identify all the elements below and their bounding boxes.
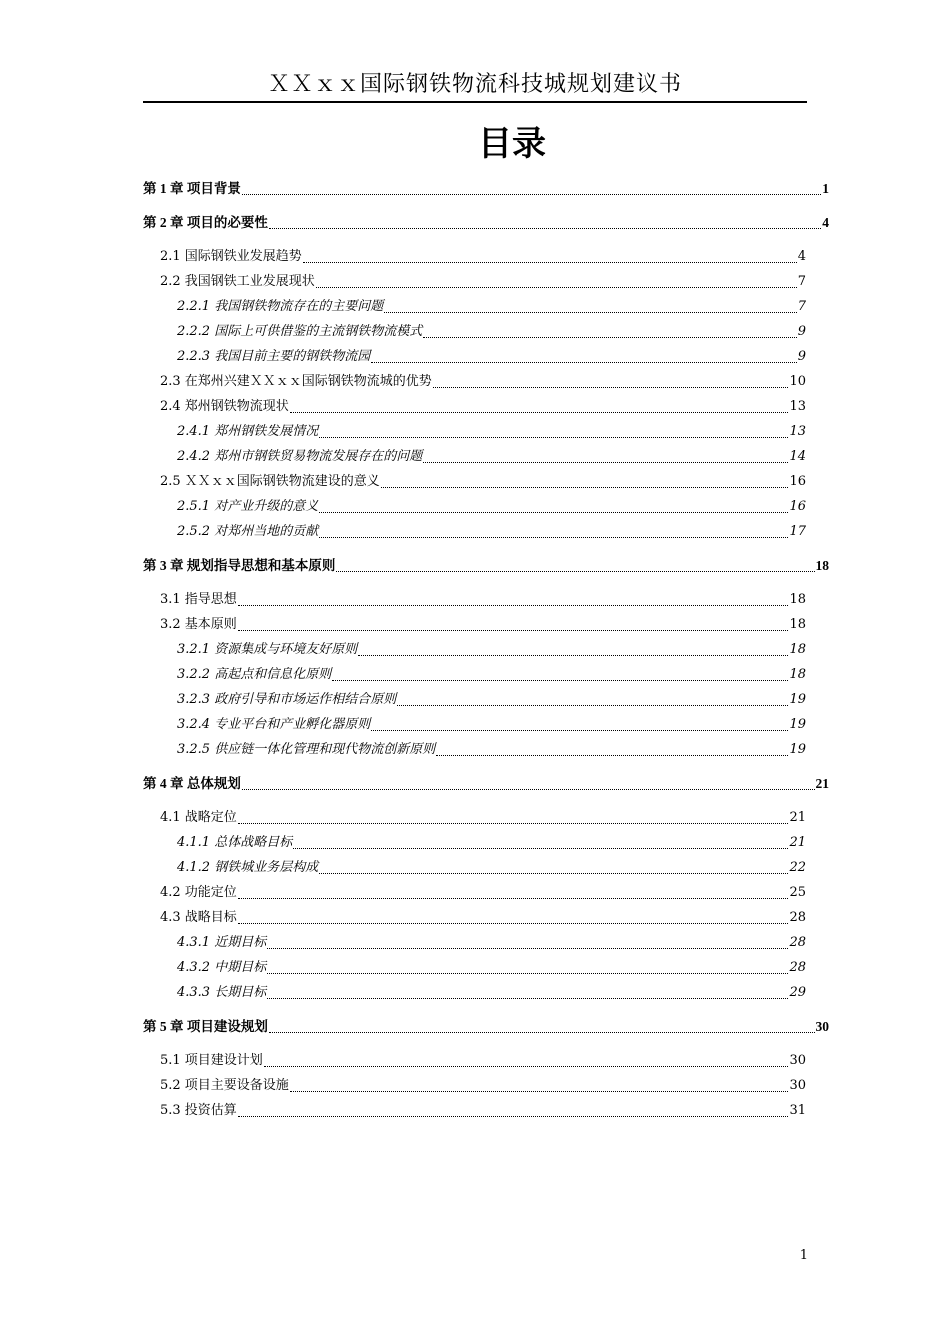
toc-entry-label: 3.2.4 专业平台和产业孵化器原则 <box>177 717 371 732</box>
toc-entry[interactable] <box>177 423 806 441</box>
toc-title: 目录 <box>478 124 546 164</box>
toc-entry[interactable] <box>177 859 806 877</box>
toc-entry-page: 25 <box>789 885 806 900</box>
toc-entry-page: 17 <box>789 524 806 539</box>
toc-entry-label: 4.3.2 中期目标 <box>177 960 267 975</box>
toc-entry[interactable] <box>177 641 806 659</box>
toc-entry[interactable] <box>143 214 829 232</box>
toc-entry-label: 2.2.2 国际上可供借鉴的主流钢铁物流模式 <box>177 324 423 339</box>
toc-entry-label: 2.1 国际钢铁业发展趋势 <box>160 249 302 264</box>
toc-entry[interactable] <box>177 498 806 516</box>
toc-dot-leader <box>316 277 797 288</box>
toc-entry-page: 30 <box>789 1053 806 1068</box>
toc-entry-page: 1 <box>822 181 829 196</box>
toc-entry[interactable] <box>160 273 806 291</box>
toc-entry-page: 21 <box>815 776 829 791</box>
toc-entry-page: 16 <box>789 499 806 514</box>
toc-entry[interactable] <box>160 1102 806 1120</box>
toc-entry-label: 3.1 指导思想 <box>160 592 237 607</box>
toc-entry-page: 9 <box>797 349 806 364</box>
toc-entry-label: 3.2.3 政府引导和市场运作相结合原则 <box>177 692 397 707</box>
toc-dot-leader <box>238 595 789 606</box>
toc-entry-page: 10 <box>789 374 806 389</box>
toc-entry[interactable] <box>160 1077 806 1095</box>
toc-entry-page: 28 <box>789 960 806 975</box>
toc-entry-label: 第 3 章 规划指导思想和基本原则 <box>143 558 336 573</box>
toc-entry-label: 第 2 章 项目的必要性 <box>143 215 268 230</box>
toc-entry[interactable] <box>177 741 806 759</box>
toc-entry-label: 4.3.3 长期目标 <box>177 985 267 1000</box>
toc-entry-label: 5.1 项目建设计划 <box>160 1053 263 1068</box>
toc-entry[interactable] <box>160 809 806 827</box>
toc-dot-leader <box>423 327 797 338</box>
toc-entry[interactable] <box>177 348 806 366</box>
toc-entry-label: 第 4 章 总体规划 <box>143 776 241 791</box>
toc-entry-label: 4.3.1 近期目标 <box>177 935 267 950</box>
toc-entry-page: 16 <box>789 474 806 489</box>
toc-dot-leader <box>336 561 814 572</box>
toc-entry-page: 29 <box>789 985 806 1000</box>
toc-entry-page: 28 <box>789 935 806 950</box>
toc-entry[interactable] <box>160 373 806 391</box>
toc-dot-leader <box>242 779 815 790</box>
toc-entry-label: 2.2.1 我国钢铁物流存在的主要问题 <box>177 299 384 314</box>
toc-dot-leader <box>290 402 789 413</box>
page-header-title: ＸＸｘｘ国际钢铁物流科技城规划建议书 <box>267 72 682 97</box>
toc-entry-label: 4.1.1 总体战略目标 <box>177 835 293 850</box>
toc-entry[interactable] <box>177 448 806 466</box>
toc-entry-label: 2.2.3 我国目前主要的钢铁物流园 <box>177 349 371 364</box>
toc-dot-leader <box>238 1106 789 1117</box>
toc-entry-label: 4.1 战略定位 <box>160 810 237 825</box>
toc-entry-label: 第 1 章 项目背景 <box>143 181 241 196</box>
toc-entry-label: 3.2.2 高起点和信息化原则 <box>177 667 332 682</box>
toc-entry[interactable] <box>143 557 829 575</box>
toc-entry[interactable] <box>177 298 806 316</box>
toc-entry[interactable] <box>160 591 806 609</box>
toc-entry-page: 14 <box>789 449 806 464</box>
toc-dot-leader <box>293 838 788 849</box>
toc-dot-leader <box>264 1056 789 1067</box>
toc-dot-leader <box>269 218 821 229</box>
toc-entry-label: 2.5 ＸＸｘｘ国际钢铁物流建设的意义 <box>160 474 380 489</box>
toc-dot-leader <box>267 988 788 999</box>
toc-entry-label: 3.2.5 供应链一体化管理和现代物流创新原则 <box>177 742 436 757</box>
toc-entry-page: 28 <box>789 910 806 925</box>
toc-entry-page: 7 <box>797 274 806 289</box>
toc-entry[interactable] <box>177 716 806 734</box>
toc-entry-page: 18 <box>815 558 829 573</box>
toc-entry-label: 2.4.2 郑州市钢铁贸易物流发展存在的问题 <box>177 449 423 464</box>
toc-dot-leader <box>358 645 788 656</box>
page-number: 1 <box>799 1248 808 1263</box>
toc-entry-page: 21 <box>789 835 806 850</box>
toc-dot-leader <box>267 963 788 974</box>
toc-dot-leader <box>269 1022 815 1033</box>
toc-entry-page: 30 <box>815 1019 829 1034</box>
toc-dot-leader <box>381 477 789 488</box>
toc-entry-label: 4.1.2 钢铁城业务层构成 <box>177 860 319 875</box>
toc-entry[interactable] <box>177 934 806 952</box>
toc-entry[interactable] <box>160 884 806 902</box>
toc-entry-page: 18 <box>789 617 806 632</box>
toc-entry[interactable] <box>177 523 806 541</box>
toc-entry-page: 4 <box>822 215 829 230</box>
toc-entry-page: 31 <box>789 1103 806 1118</box>
toc-dot-leader <box>238 888 789 899</box>
toc-entry[interactable] <box>177 323 806 341</box>
toc-dot-leader <box>384 302 797 313</box>
toc-entry[interactable] <box>160 616 806 634</box>
toc-entry[interactable] <box>160 398 806 416</box>
toc-dot-leader <box>371 352 797 363</box>
toc-dot-leader <box>290 1081 789 1092</box>
toc-entry-page: 19 <box>789 692 806 707</box>
toc-entry-label: 3.2 基本原则 <box>160 617 237 632</box>
toc-dot-leader <box>319 502 788 513</box>
toc-dot-leader <box>242 184 821 195</box>
toc-dot-leader <box>371 720 788 731</box>
toc-entry-label: 3.2.1 资源集成与环境友好原则 <box>177 642 358 657</box>
toc-dot-leader <box>433 377 789 388</box>
toc-entry-page: 18 <box>789 667 806 682</box>
toc-entry-page: 4 <box>797 249 806 264</box>
toc-entry[interactable] <box>160 1052 806 1070</box>
toc-dot-leader <box>319 527 788 538</box>
toc-entry-label: 2.5.2 对郑州当地的贡献 <box>177 524 319 539</box>
toc-entry-label: 4.2 功能定位 <box>160 885 237 900</box>
toc-entry[interactable] <box>177 959 806 977</box>
toc-entry-page: 18 <box>789 642 806 657</box>
toc-entry-label: 第 5 章 项目建设规划 <box>143 1019 268 1034</box>
toc-entry[interactable] <box>143 180 829 198</box>
toc-entry-page: 30 <box>789 1078 806 1093</box>
toc-entry-label: 2.4.1 郑州钢铁发展情况 <box>177 424 319 439</box>
toc-dot-leader <box>319 863 788 874</box>
toc-dot-leader <box>332 670 788 681</box>
toc-entry-page: 22 <box>789 860 806 875</box>
toc-entry-label: 2.2 我国钢铁工业发展现状 <box>160 274 315 289</box>
toc-entry[interactable] <box>177 984 806 1002</box>
toc-entry[interactable] <box>160 248 806 266</box>
toc-dot-leader <box>238 913 789 924</box>
toc-dot-leader <box>303 252 797 263</box>
toc-entry-page: 7 <box>797 299 806 314</box>
toc-entry[interactable] <box>143 1018 829 1036</box>
toc-dot-leader <box>238 813 789 824</box>
toc-entry-label: 5.3 投资估算 <box>160 1103 237 1118</box>
toc-entry-page: 19 <box>789 742 806 757</box>
toc-dot-leader <box>423 452 788 463</box>
toc-entry-page: 21 <box>789 810 806 825</box>
toc-entry-label: 2.3 在郑州兴建ＸＸｘｘ国际钢铁物流城的优势 <box>160 374 432 389</box>
toc-entry-page: 9 <box>797 324 806 339</box>
toc-entry-label: 2.4 郑州钢铁物流现状 <box>160 399 289 414</box>
toc-entry[interactable] <box>143 775 829 793</box>
toc-entry-label: 2.5.1 对产业升级的意义 <box>177 499 319 514</box>
toc-entry-page: 18 <box>789 592 806 607</box>
toc-entry-label: 4.3 战略目标 <box>160 910 237 925</box>
toc-entry[interactable] <box>160 473 806 491</box>
toc-dot-leader <box>267 938 788 949</box>
toc-entry[interactable] <box>177 691 806 709</box>
toc-dot-leader <box>319 427 788 438</box>
toc-dot-leader <box>238 620 789 631</box>
toc-entry[interactable] <box>160 909 806 927</box>
toc-dot-leader <box>436 745 788 756</box>
toc-entry[interactable] <box>177 666 806 684</box>
toc-entry-page: 19 <box>789 717 806 732</box>
toc-entry-label: 5.2 项目主要设备设施 <box>160 1078 289 1093</box>
toc-dot-leader <box>397 695 788 706</box>
toc-entry-page: 13 <box>789 424 806 439</box>
toc-entry-page: 13 <box>789 399 806 414</box>
toc-entry[interactable] <box>177 834 806 852</box>
